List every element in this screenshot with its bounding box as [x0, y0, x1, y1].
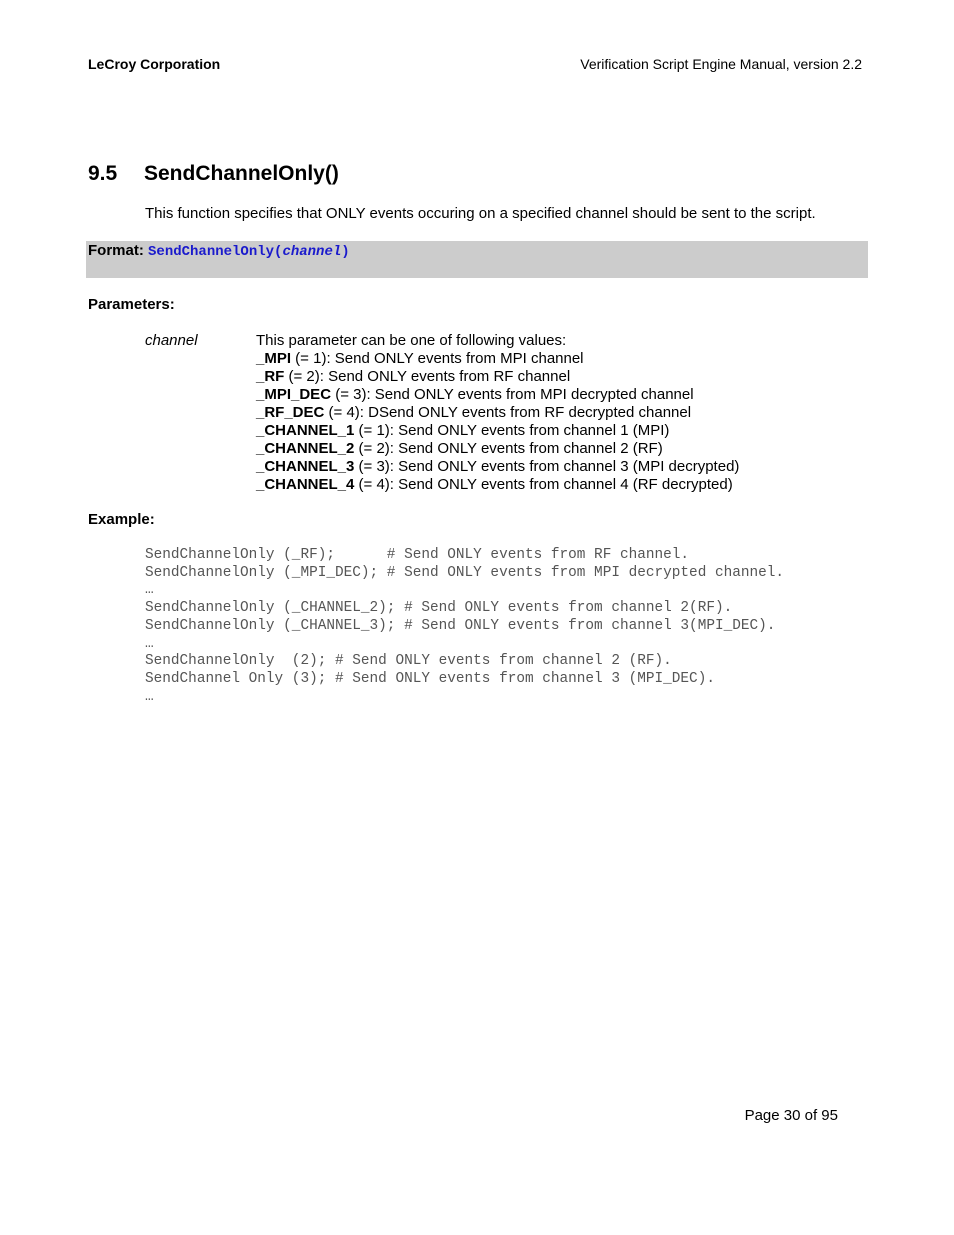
format-label: Format: [88, 242, 144, 259]
code-line: … [145, 582, 154, 599]
list-item: _RF_DEC (= 4): DSend ONLY events from RF decrypted channel [256, 404, 692, 421]
example-label: Example: [88, 511, 155, 528]
code-line: SendChannel Only (3); # Send ONLY events from channel 3 (MPI_DEC). [145, 670, 715, 687]
parameter-values-list [256, 332, 739, 494]
header-company: LeCroy Corporation [88, 56, 221, 72]
code-line: SendChannelOnly (_CHANNEL_3); # Send ONLY events from channel 3(MPI_DEC). [145, 617, 776, 634]
format-arg: channel [282, 244, 342, 260]
format-line [88, 242, 350, 260]
header-manual-title: Verification Script Engine Manual, version 2.2 [580, 56, 862, 72]
list-item: _CHANNEL_1 (= 1): Send ONLY events from channel 1 (MPI) [256, 422, 670, 439]
format-function: SendChannelOnly( [148, 244, 283, 260]
code-line: SendChannelOnly (_CHANNEL_2); # Send ONLY events from channel 2(RF). [145, 600, 733, 617]
parameters-label: Parameters: [88, 296, 175, 313]
code-line: SendChannelOnly (2); # Send ONLY events from channel 2 (RF). [145, 653, 672, 670]
section-heading [88, 162, 339, 186]
section-description: This function specifies that ONLY events occuring on a specified channel should be sent to the script. [145, 205, 816, 222]
section-number: 9.5 [88, 162, 118, 185]
code-line: SendChannelOnly (_RF); # Send ONLY events from RF channel. [145, 547, 690, 563]
parameter-name: channel [145, 332, 198, 349]
code-line: SendChannelOnly (_MPI_DEC); # Send ONLY events from MPI decrypted channel. [145, 564, 785, 581]
list-item: _CHANNEL_3 (= 3): Send ONLY events from channel 3 (MPI decrypted) [256, 458, 740, 475]
list-item: _MPI_DEC (= 3): Send ONLY events from MPI decrypted channel [256, 386, 694, 403]
list-item: _MPI (= 1): Send ONLY events from MPI channel [256, 350, 584, 367]
example-code-block [145, 547, 784, 706]
format-box [86, 241, 868, 278]
list-item: _CHANNEL_4 (= 4): Send ONLY events from channel 4 (RF decrypted) [256, 476, 733, 493]
format-close: ) [341, 244, 350, 260]
section-title: SendChannelOnly() [144, 162, 339, 185]
format-signature [148, 244, 350, 260]
code-line: … [145, 635, 154, 652]
list-item: _CHANNEL_2 (= 2): Send ONLY events from channel 2 (RF) [256, 440, 663, 457]
list-item: _RF (= 2): Send ONLY events from RF channel [256, 368, 571, 385]
code-line: … [145, 688, 154, 705]
page-number: Page 30 of 95 [744, 1107, 838, 1124]
parameter-intro: This parameter can be one of following values: [256, 332, 567, 349]
